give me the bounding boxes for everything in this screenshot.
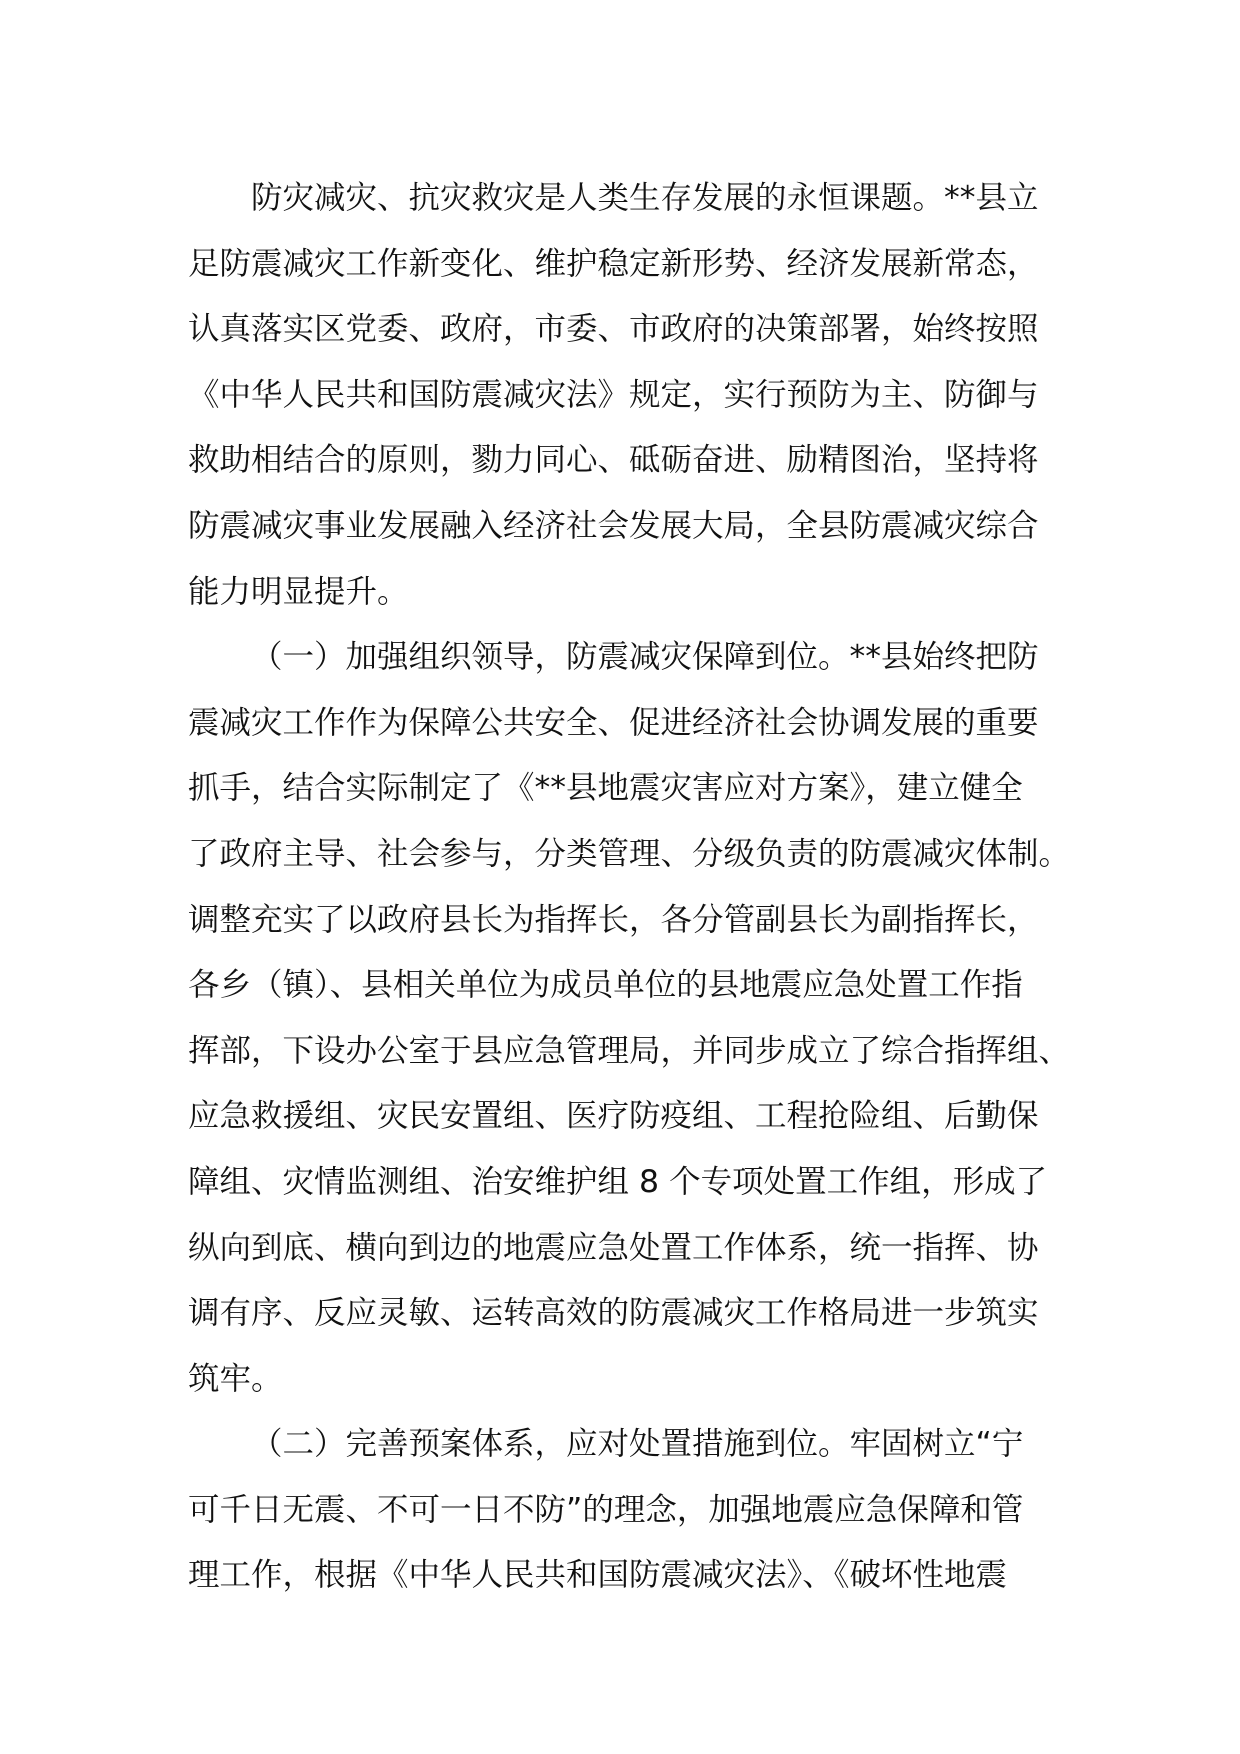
paragraph-2-line: 调有序、反应灵敏、运转高效的防震减灾工作格局进一步筑实 xyxy=(188,1295,1039,1332)
paragraph-1-line: 认真落实区党委、政府，市委、市政府的决策部署，始终按照 xyxy=(188,311,1039,348)
paragraph-2-line: 障组、灾情监测组、治安维护组 8 个专项处置工作组，形成了 xyxy=(188,1163,1048,1200)
paragraph-2-line: 筑牢。 xyxy=(188,1360,283,1397)
paragraph-1-line: 救助相结合的原则，勠力同心、砥砺奋进、励精图治，坚持将 xyxy=(188,442,1039,479)
paragraph-1-line: 足防震减灾工作新变化、维护稳定新形势、经济发展新常态， xyxy=(188,245,1039,282)
paragraph-2-line: （一）加强组织领导，防震减灾保障到位。**县始终把防 xyxy=(251,639,1039,676)
paragraph-2-line: 应急救援组、灾民安置组、医疗防疫组、工程抢险组、后勤保 xyxy=(188,1098,1039,1135)
paragraph-3-line: 可千日无震、不可一日不防”的理念，加强地震应急保障和管 xyxy=(188,1491,1024,1528)
paragraph-2-line: 纵向到底、横向到边的地震应急处置工作体系，统一指挥、协 xyxy=(188,1229,1039,1266)
paragraph-3-line: （二）完善预案体系，应对处置措施到位。牢固树立“宁 xyxy=(251,1426,1024,1463)
paragraph-1-line: 《中华人民共和国防震减灾法》规定，实行预防为主、防御与 xyxy=(188,376,1039,413)
document-body xyxy=(188,166,1071,1609)
paragraph-2-line: 震减灾工作作为保障公共安全、促进经济社会协调发展的重要 xyxy=(188,704,1039,741)
paragraph-1-line: 防震减灾事业发展融入经济社会发展大局，全县防震减灾综合 xyxy=(188,507,1039,544)
paragraph-1-line: 防灾减灾、抗灾救灾是人类生存发展的永恒课题。**县立 xyxy=(251,180,1039,216)
paragraph-2-line: 挥部，下设办公室于县应急管理局，并同步成立了综合指挥组、 xyxy=(188,1032,1071,1069)
paragraph-2-line: 各乡（镇）、县相关单位为成员单位的县地震应急处置工作指 xyxy=(188,967,1023,1004)
paragraph-2-line: 抓手，结合实际制定了《**县地震灾害应对方案》，建立健全 xyxy=(188,770,1023,807)
paragraph-2-line: 调整充实了以政府县长为指挥长，各分管副县长为副指挥长， xyxy=(188,901,1039,938)
paragraph-2-line: 了政府主导、社会参与，分类管理、分级负责的防震减灾体制。 xyxy=(188,835,1071,872)
paragraph-1-line: 能力明显提升。 xyxy=(188,573,409,610)
paragraph-3-line: 理工作，根据《中华人民共和国防震减灾法》、《破坏性地震 xyxy=(188,1557,1008,1594)
